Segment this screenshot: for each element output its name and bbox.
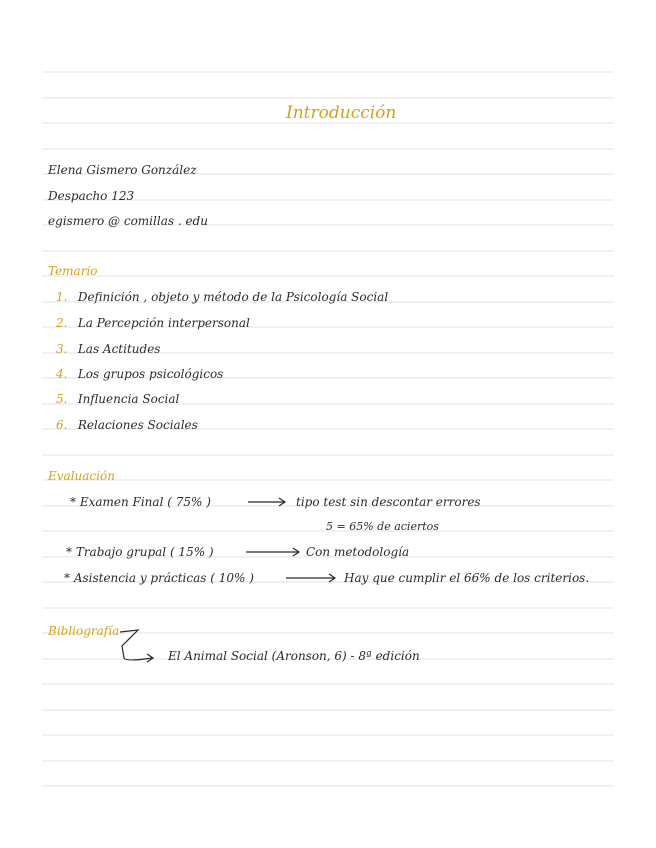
temario-item-text: La Percepción interpersonal — [77, 316, 250, 330]
temario-heading: Temario — [48, 264, 98, 278]
contact-office: Despacho 123 — [48, 189, 135, 203]
contact-email: egismero @ comillas . edu — [48, 214, 208, 228]
temario-item-number: 6. — [56, 418, 68, 432]
evaluacion-label: * Examen Final ( 75% ) — [70, 495, 211, 509]
temario-item-number: 5. — [56, 392, 68, 406]
evaluacion-label: * Asistencia y prácticas ( 10% ) — [64, 571, 254, 585]
temario-item — [56, 290, 388, 304]
temario-item — [56, 316, 250, 330]
evaluacion-result: Hay que cumplir el 66% de los criterios. — [344, 571, 590, 585]
evaluacion-label: * Trabajo grupal ( 15% ) — [66, 545, 214, 559]
temario-item-number: 2. — [56, 316, 68, 330]
curved-arrow-icon — [116, 628, 160, 664]
temario-item — [56, 418, 198, 432]
temario-item — [56, 342, 160, 356]
arrow-right-icon — [246, 546, 302, 558]
temario-item-text: Influencia Social — [77, 392, 180, 406]
temario-item — [56, 392, 179, 406]
temario-item-number: 3. — [56, 342, 68, 356]
page-title: Introducción — [286, 103, 397, 123]
arrow-right-icon — [248, 496, 288, 508]
temario-item-text: Definición , objeto y método de la Psicología Social — [77, 290, 389, 304]
arrow-right-icon — [286, 572, 338, 584]
evaluacion-result: Con metodología — [306, 545, 410, 559]
evaluacion-note: 5 = 65% de aciertos — [326, 520, 439, 533]
evaluacion-result: tipo test sin descontar errores — [296, 495, 481, 509]
bibliografia-heading: Bibliografía — [48, 624, 120, 638]
bibliografia-entry: El Animal Social (Aronson, 6) - 8ª edición — [168, 649, 420, 663]
temario-item-text: Relaciones Sociales — [77, 418, 198, 432]
temario-item — [56, 367, 223, 381]
evaluacion-heading: Evaluación — [48, 469, 115, 483]
temario-item-number: 4. — [56, 367, 68, 381]
temario-item-text: Las Actitudes — [77, 342, 161, 356]
temario-item-number: 1. — [56, 290, 68, 304]
temario-item-text: Los grupos psicológicos — [77, 367, 224, 381]
contact-name: Elena Gismero González — [48, 163, 197, 177]
